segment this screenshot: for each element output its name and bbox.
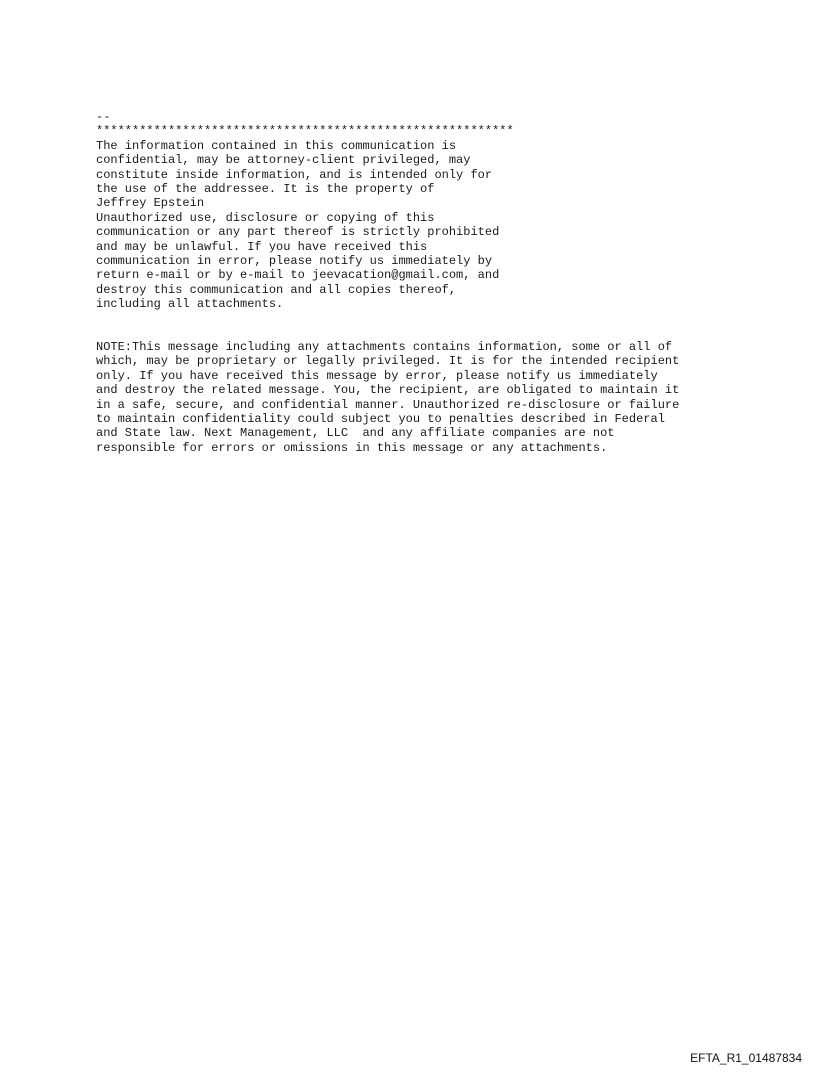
disclaimer-line: Jeffrey Epstein bbox=[96, 196, 205, 211]
disclaimer-line: The information contained in this communication is bbox=[96, 138, 457, 153]
note-line: and State law. Next Management, LLC and any affiliate companies are not bbox=[96, 426, 615, 441]
note-line: responsible for errors or omissions in this message or any attachments. bbox=[96, 440, 608, 455]
disclaimer-line: confidential, may be attorney-client privileged, may bbox=[96, 153, 471, 168]
note-line: which, may be proprietary or legally privileged. It is for the intended recipient bbox=[96, 354, 680, 369]
document-id-stamp: EFTA_R1_01487834 bbox=[690, 1051, 802, 1065]
disclaimer-line: communication in error, please notify us immediately by bbox=[96, 253, 493, 268]
note-line: only. If you have received this message by error, please notify us immediately bbox=[96, 368, 658, 383]
disclaimer-line: return e-mail or by e-mail to jeevacation@gmail.com, and bbox=[96, 268, 500, 283]
note-line: to maintain confidentiality could subject you to penalties described in Federal bbox=[96, 411, 665, 426]
disclaimer-line: including all attachments. bbox=[96, 297, 284, 312]
signature-separator: -- bbox=[96, 110, 111, 124]
disclaimer-line: the use of the addressee. It is the property of bbox=[96, 181, 435, 196]
legal-note bbox=[96, 340, 679, 455]
note-line: in a safe, secure, and confidential manner. Unauthorized re-disclosure or failure bbox=[96, 397, 680, 412]
disclaimer-line: Unauthorized use, disclosure or copying of this bbox=[96, 210, 435, 225]
asterisk-divider: ********************************************************** bbox=[96, 124, 514, 139]
disclaimer-line: destroy this communication and all copies thereof, bbox=[96, 282, 457, 297]
note-line: NOTE:This message including any attachments contains information, some or all of bbox=[96, 340, 673, 354]
disclaimer-line: and may be unlawful. If you have received this bbox=[96, 239, 428, 254]
confidentiality-disclaimer bbox=[96, 110, 514, 311]
note-line: and destroy the related message. You, the recipient, are obligated to maintain it bbox=[96, 383, 680, 398]
disclaimer-line: constitute inside information, and is intended only for bbox=[96, 167, 493, 182]
disclaimer-line: communication or any part thereof is strictly prohibited bbox=[96, 225, 500, 240]
